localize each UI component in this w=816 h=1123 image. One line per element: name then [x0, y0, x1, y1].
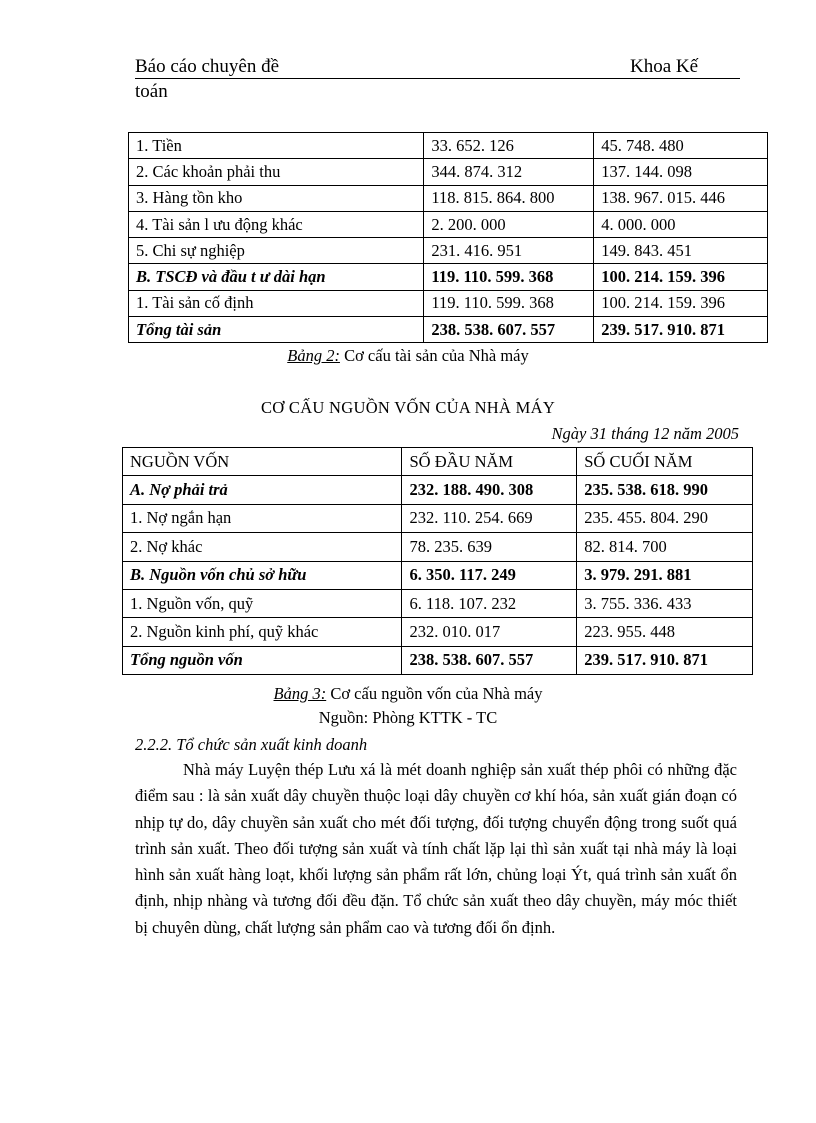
table-row	[129, 264, 768, 290]
row-label: 2. Các khoản phải thu	[129, 159, 424, 185]
row-label: 1. Tiền	[129, 133, 424, 159]
table2-caption	[0, 346, 816, 366]
row-label: 2. Nợ khác	[123, 533, 402, 561]
row-label: 1. Nguồn vốn, quỹ	[123, 589, 402, 617]
asset-structure-table	[128, 132, 768, 343]
end-of-year-value: 223. 955. 448	[577, 618, 753, 646]
table2-caption-label: Bảng 2:	[287, 346, 340, 365]
column-header-source: NGUỒN VỐN	[123, 448, 402, 476]
capital-structure-title: CƠ CẤU NGUỒN VỐN CỦA NHÀ MÁY	[260, 398, 556, 417]
table-row	[129, 159, 768, 185]
end-of-year-value: 235. 455. 804. 290	[577, 504, 753, 532]
start-of-year-value: 238. 538. 607. 557	[424, 317, 594, 343]
end-of-year-value: 3. 979. 291. 881	[577, 561, 753, 589]
table-row	[129, 317, 768, 343]
row-label: B. TSCĐ và đầu t ư dài hạn	[129, 264, 424, 290]
table-row	[123, 618, 753, 646]
row-label: B. Nguồn vốn chủ sở hữu	[123, 561, 402, 589]
end-of-year-value: 239. 517. 910. 871	[594, 317, 768, 343]
table2-caption-text: Cơ cấu tài sản của Nhà máy	[339, 346, 529, 365]
start-of-year-value: 6. 350. 117. 249	[402, 561, 577, 589]
column-header-start: SỐ ĐẦU NĂM	[402, 448, 577, 476]
table-row	[123, 533, 753, 561]
end-of-year-value: 239. 517. 910. 871	[577, 646, 753, 674]
start-of-year-value: 119. 110. 599. 368	[424, 290, 594, 316]
start-of-year-value: 33. 652. 126	[424, 133, 594, 159]
end-of-year-value: 82. 814. 700	[577, 533, 753, 561]
row-label: Tổng tài sản	[129, 317, 424, 343]
start-of-year-value: 238. 538. 607. 557	[402, 646, 577, 674]
body-paragraph: Nhà máy Luyện thép Lưu xá là mét doanh nghiệp sản xuất thép phôi có những đặc điểm sau : là sản xuất dây chuyền thuộc loại dây chuyền cơ khí hóa, sản xuất gián đoạn có nhịp tự do, dây chuyền sản xuất cho mét đối tượng, đối tượng chuyển động trong suốt quá trình sản xuất. Theo đối tượng sản xuất và tính chất lặp lại thì sản xuất tại nhà máy là loại hình sản xuất hàng loạt, khối lượng sản phẩm rất lớn, chủng loại Ýt, quá trình sản xuất ổn định, nhịp nhàng và tương đối đều đặn. Tổ chức sản xuất theo dây chuyền, máy móc thiết bị chuyên dùng, chất lượng sản phẩm cao và tương đối ổn định.	[135, 760, 737, 937]
table-row	[129, 185, 768, 211]
end-of-year-value: 100. 214. 159. 396	[594, 290, 768, 316]
start-of-year-value: 232. 110. 254. 669	[402, 504, 577, 532]
start-of-year-value: 118. 815. 864. 800	[424, 185, 594, 211]
column-header-end: SỐ CUỐI NĂM	[577, 448, 753, 476]
header-faculty-wrap: toán	[135, 81, 168, 102]
row-label: 4. Tài sản l ưu động khác	[129, 211, 424, 237]
start-of-year-value: 232. 188. 490. 308	[402, 476, 577, 504]
row-label: 5. Chi sự nghiệp	[129, 238, 424, 264]
end-of-year-value: 45. 748. 480	[594, 133, 768, 159]
end-of-year-value: 100. 214. 159. 396	[594, 264, 768, 290]
start-of-year-value: 78. 235. 639	[402, 533, 577, 561]
start-of-year-value: 2. 200. 000	[424, 211, 594, 237]
table-row	[129, 238, 768, 264]
table-row	[123, 504, 753, 532]
end-of-year-value: 137. 144. 098	[594, 159, 768, 185]
end-of-year-value: 149. 843. 451	[594, 238, 768, 264]
table-row	[123, 646, 753, 674]
header-report-title: Báo cáo chuyên đề	[135, 56, 280, 77]
start-of-year-value: 231. 416. 951	[424, 238, 594, 264]
row-label: 3. Hàng tồn kho	[129, 185, 424, 211]
header-rule	[135, 78, 740, 79]
table3-source: Nguồn: Phòng KTTK - TC	[318, 708, 498, 727]
section-heading: 2.2.2. Tổ chức sản xuất kinh doanh	[135, 735, 368, 754]
end-of-year-value: 138. 967. 015. 446	[594, 185, 768, 211]
table3-caption-label: Bảng 3:	[273, 684, 327, 703]
row-label: Tổng nguồn vốn	[123, 646, 402, 674]
row-label: 1. Tài sản cố định	[129, 290, 424, 316]
table3-caption-text: Cơ cấu nguồn vốn của Nhà máy	[326, 684, 543, 703]
table-row	[129, 133, 768, 159]
end-of-year-value: 4. 000. 000	[594, 211, 768, 237]
row-label: A. Nợ phải trả	[123, 476, 402, 504]
capital-structure-date: Ngày 31 tháng 12 năm 2005	[551, 424, 739, 443]
table-row	[123, 589, 753, 617]
table-row	[129, 211, 768, 237]
table-row	[123, 561, 753, 589]
start-of-year-value: 119. 110. 599. 368	[424, 264, 594, 290]
capital-structure-table	[122, 447, 753, 675]
row-label: 2. Nguồn kinh phí, quỹ khác	[123, 618, 402, 646]
table3-caption	[0, 684, 816, 704]
table-header-row	[123, 448, 753, 476]
table-row	[129, 290, 768, 316]
start-of-year-value: 232. 010. 017	[402, 618, 577, 646]
end-of-year-value: 3. 755. 336. 433	[577, 589, 753, 617]
start-of-year-value: 344. 874. 312	[424, 159, 594, 185]
row-label: 1. Nợ ngắn hạn	[123, 504, 402, 532]
header-faculty: Khoa Kế	[630, 56, 699, 77]
start-of-year-value: 6. 118. 107. 232	[402, 589, 577, 617]
table-row	[123, 476, 753, 504]
end-of-year-value: 235. 538. 618. 990	[577, 476, 753, 504]
